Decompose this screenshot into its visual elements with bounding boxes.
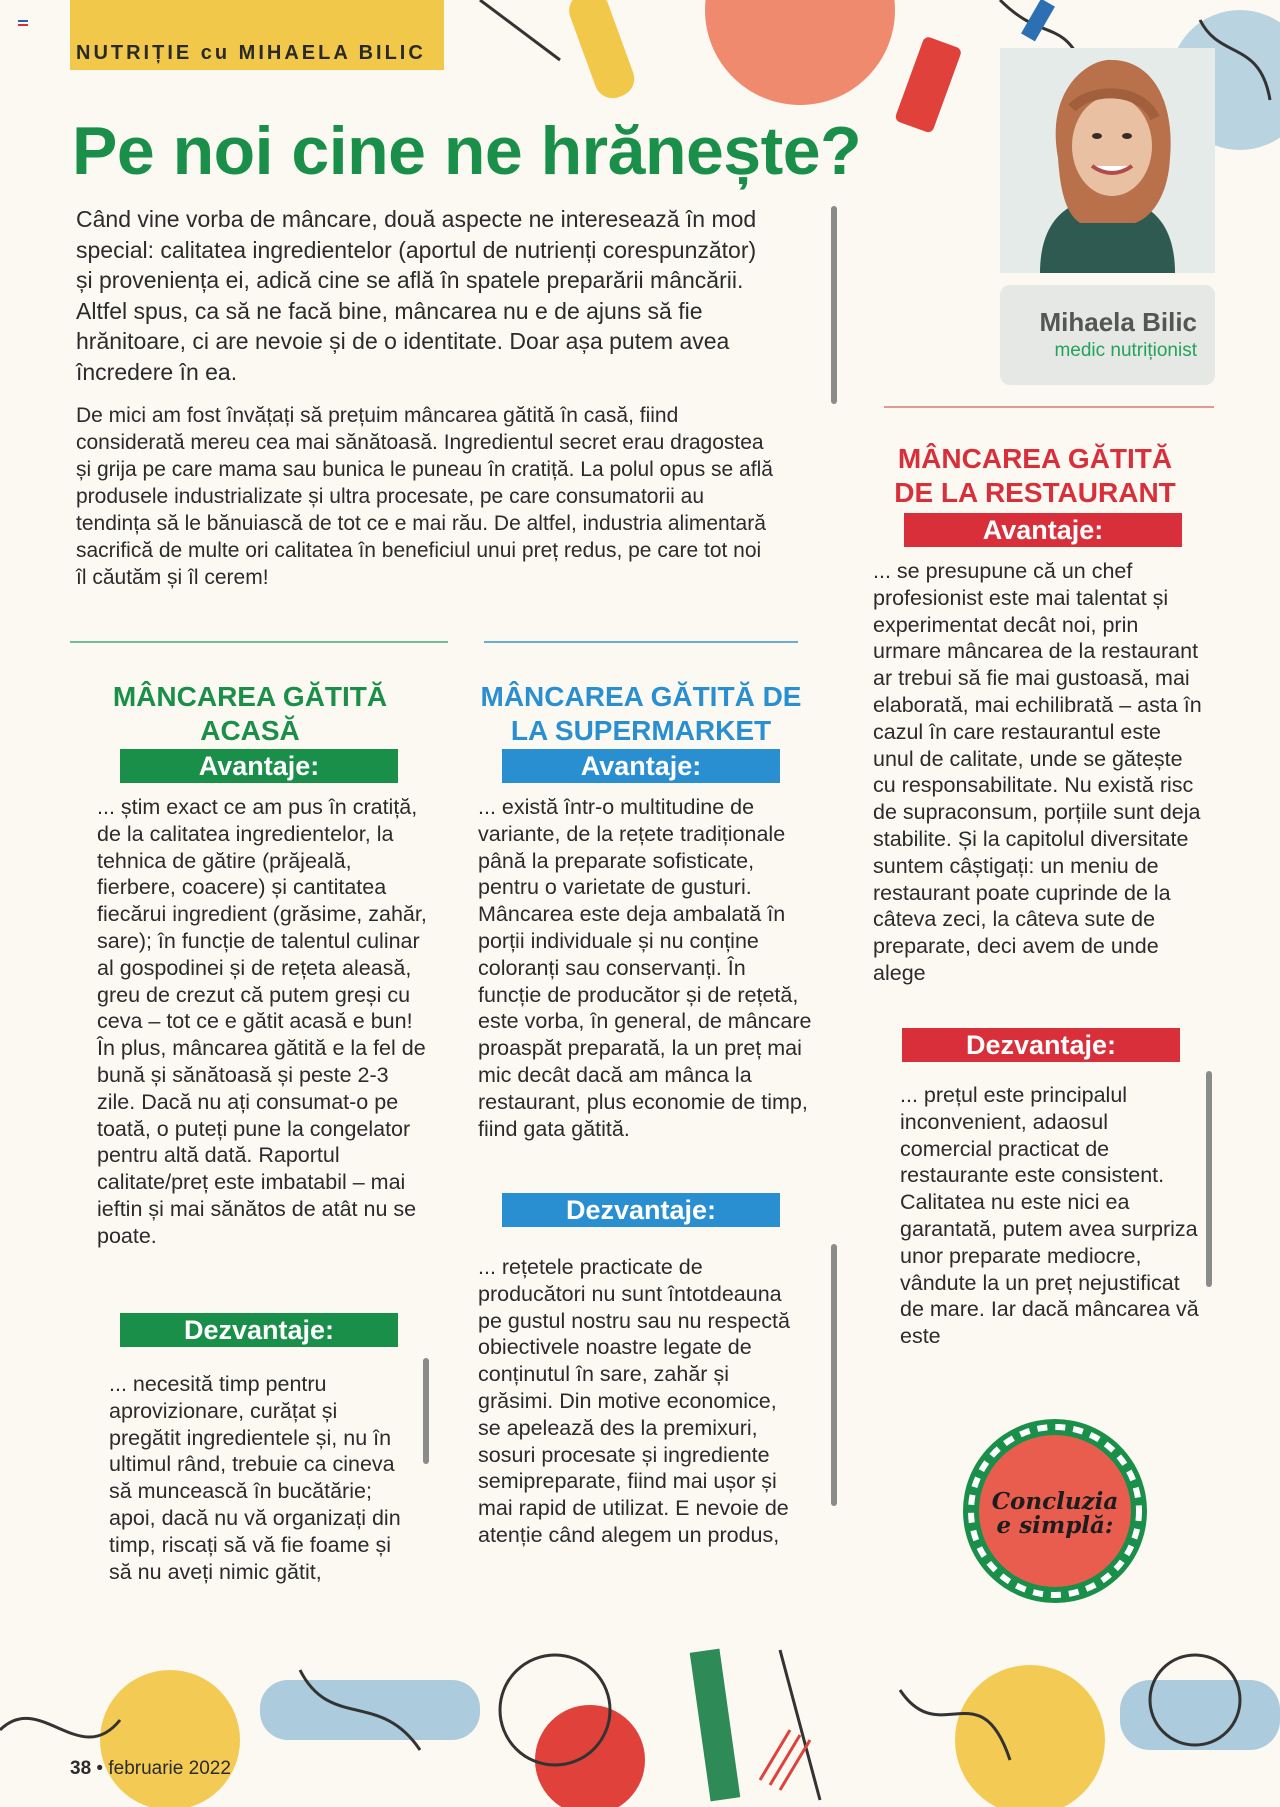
footer-separator: • (96, 1758, 104, 1779)
issue-date: februarie 2022 (108, 1758, 231, 1779)
author-portrait (1000, 48, 1215, 273)
disadvantages-divider-restaurant (1206, 1071, 1212, 1287)
column-divider-line (884, 406, 1214, 408)
section-tag: NUTRIȚIE cu MIHAELA BILIC (70, 0, 444, 70)
page-footer (70, 1758, 231, 1780)
disadvantages-divider-supermarket (831, 1244, 837, 1506)
disadvantages-label-restaurant: Dezvantaje: (902, 1028, 1180, 1062)
advantages-label-home: Avantaje: (120, 749, 398, 783)
disadvantages-text-home: ... necesită timp pentru aprovizionare, curățat și pregătit ingredientele și, nu în ultimul rând, trebuie ca cineva să muncească în bucătărie; apoi, dacă nu vă organizați din timp, riscați să vă fie foame și să nu aveți nimic gătit, (109, 1372, 401, 1584)
advantages-text-restaurant: ... se presupune că un chef profesionist este mai talentat și experimentat decât noi, prin urmare mâncarea de la restaurant ar trebui să fie mai gustoasă, mai elaborată, mai echilibrată – asta în cazul în care restaurantul este unul de calitate, unde se gătește cu responsabilitate. Nu există risc de supraconsum, porțiile sunt deja stabilite. Și la capitolul diversitate suntem câștigați: un meniu de restaurant poate cuprinde de la câteva zeci, la câteva sute de preparate, deci avem de unde alege (873, 559, 1202, 985)
advantages-label-supermarket: Avantaje: (502, 749, 780, 783)
conclusion-line-1: Concluzia (991, 1488, 1119, 1515)
disadvantages-text-supermarket: ... rețetele practicate de producători nu sunt întotdeauna pe gustul nostru sau nu respectă obiectivele noastre legate de conținutul în sare, zahăr și grăsimi. Din motive economice, se apelează des la premixuri, sosuri procesate și ingrediente semipreparate, fiind mai ușor și mai rapid de utilizat. E nevoie de atenție când alegem un produs, (478, 1255, 790, 1547)
column-heading-supermarket: MÂNCAREA GĂTITĂ DE LA SUPERMARKET (480, 681, 802, 746)
advantages-text-supermarket: ... există într-o multitudine de variante, de la rețete tradiționale până la preparate sofisticate, pentru o varietate de gusturi. Mâncarea este deja ambalată în porții individuale și nu conține coloranți sau conservanți. În funcție de producător și de rețetă, este vorba, în general, de mâncare proaspăt preparată, la un preț mai mic decât dacă am mânca la restaurant, plus economie de timp, fiind gata gătită. (478, 795, 812, 1141)
advantages-label-restaurant: Avantaje: (904, 513, 1182, 547)
disadvantages-label-home: Dezvantaje: (120, 1313, 398, 1347)
conclusion-line-2: e simplă: (996, 1512, 1114, 1539)
author-card (1000, 285, 1215, 385)
column-heading-restaurant: MÂNCAREA GĂTITĂ DE LA RESTAURANT (894, 443, 1176, 508)
article-title: Pe noi cine ne hrănește? (72, 113, 862, 189)
page-number: 38 (70, 1758, 92, 1779)
conclusion-badge-text (962, 1490, 1148, 1538)
disadvantages-label-supermarket: Dezvantaje: (502, 1193, 780, 1227)
column-heading-home: MÂNCAREA GĂTITĂ ACASĂ (112, 681, 388, 746)
author-role: medic nutriționist (1054, 340, 1197, 361)
disadvantages-text-restaurant: ... prețul este principalul inconvenient, adaosul comercial practicat de restaurante este consistent. Calitatea nu este nici ea garantată, putem avea surpriza unor preparate mediocre, vândute la un preț nejustificat de mare. Iar dacă mâncarea vă este (900, 1083, 1199, 1349)
author-name: Mihaela Bilic (1039, 307, 1197, 337)
advantages-text-home: ... știm exact ce am pus în cratiță, de la calitatea ingredientelor, la tehnica de gătire (prăjeală, fierbere, coacere) și cantitatea fiecărui ingredient (grăsime, zahăr, sare); în funcție de talentul culinar al gospodinei și de rețeta aleasă, greu de crezut că putem greși cu ceva – tot ce e gătit acasă e bun! În plus, mâncarea gătită e la fel de bună și sănătoasă și peste 2-3 zile. Dacă nu ați consumat-o pe toată, o puteți pune la congelator pentru altă dată. Raportul calitate/preț este imbatabil – mai ieftin și mai sănătos de atât nu se poate. (97, 795, 427, 1248)
article-intro: Când vine vorba de mâncare, două aspecte ne interesează în mod special: calitatea ingredientelor (aportul de nutrienți corespunzător) și proveniența ei, adică cine se află în spatele preparării mâncării. Altfel spus, ca să ne facă bine, mâncarea nu e de ajuns să fie hrănitoare, ci are nevoie și de o identitate. Doar așa putem avea încredere în ea. (76, 206, 757, 385)
disadvantages-divider-home (423, 1358, 429, 1464)
article-body-paragraph: De mici am fost învățați să prețuim mâncarea gătită în casă, fiind considerată mereu cea mai sănătoasă. Ingredientul secret erau dragostea și grija pe care mama sau bunica le puneau în cratiță. La polul opus se află produsele industrializate și ultra procesate, pe care consumatorii au tendința să le bănuiască de tot ce e mai rău. De altfel, industria alimentară sacrifică de multe ori calitatea în beneficiul unui preț redus, pe care tot noi îl căutăm și îl cerem! (76, 404, 773, 589)
intro-divider (831, 206, 837, 404)
column-divider-line (484, 641, 798, 643)
column-divider-line (70, 641, 448, 643)
flag-icon (18, 20, 28, 28)
